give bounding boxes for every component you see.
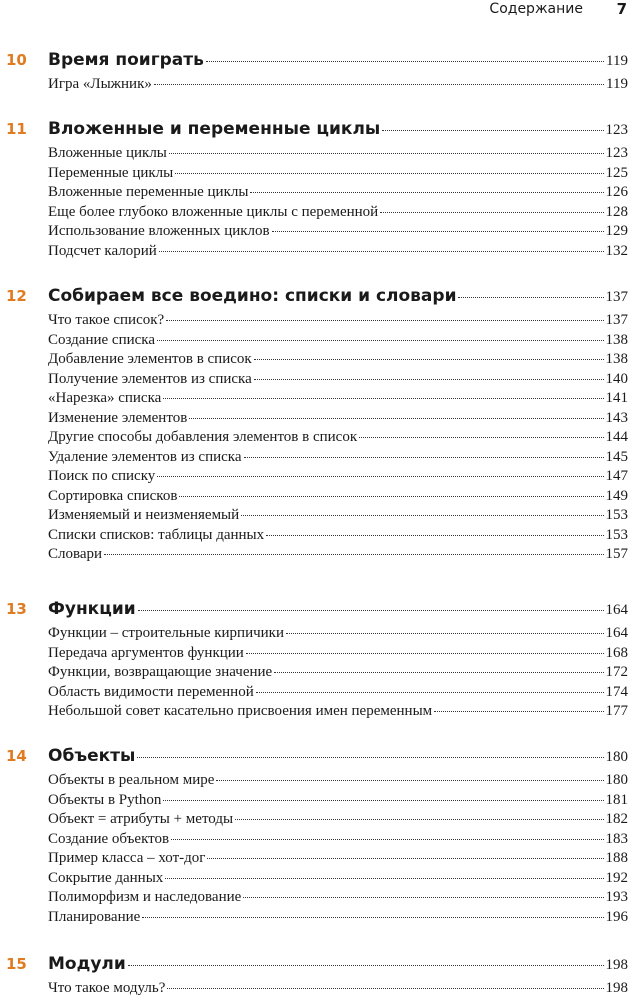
- chapter-title-row[interactable]: [48, 954, 628, 974]
- dot-leader: [128, 964, 604, 966]
- toc-entry-title: Функции, возвращающие значение: [48, 664, 273, 680]
- toc-entry-title: Что такое модуль?: [48, 980, 166, 996]
- chapter-title: Объекты: [48, 746, 136, 766]
- toc-entry-title: Что такое список?: [48, 312, 165, 328]
- toc-entry[interactable]: [48, 429, 628, 446]
- toc-entry[interactable]: [48, 909, 628, 926]
- chapter-page-number: 198: [605, 957, 628, 973]
- chapter-title: Собираем все воедино: списки и словари: [48, 286, 457, 306]
- toc-entry[interactable]: [48, 332, 628, 349]
- dot-leader: [274, 671, 603, 673]
- dot-leader: [382, 129, 603, 131]
- toc-entry[interactable]: [48, 507, 628, 524]
- chapter-page-number: 180: [605, 749, 628, 765]
- toc-entry-title: Полиморфизм и наследование: [48, 889, 242, 905]
- chapter-title: Функции: [48, 599, 136, 619]
- toc-entry-page-number: 138: [605, 331, 628, 348]
- dot-leader: [189, 417, 603, 419]
- toc-entry[interactable]: [48, 390, 628, 407]
- toc-entry[interactable]: [48, 811, 628, 828]
- toc-entry[interactable]: [48, 243, 628, 260]
- toc-entry-title: Добавление элементов в список: [48, 351, 252, 367]
- chapter-page-number: 137: [605, 289, 628, 305]
- toc-entry[interactable]: [48, 145, 628, 162]
- chapter-title: Время поиграть: [48, 50, 204, 70]
- toc-entry-page-number: 172: [605, 664, 628, 680]
- table-of-contents: 10 Время поиграть 119 Игра «Лыжник» 119 11 Вложенные и переменные циклы 123 Вложенные циклы 123 Переменные циклы 125 Вложенные переменные циклы 126 Еще более глубоко вложенные циклы с переменной 128 Использование вложенных циклов 129 Подсчет калорий 132 12 Собираем все воедино: списки и словари 137 Что такое список? 137 Создание списка 138 Добавление элементов в список 138 Получение элементов из списка 140 «Нарезка» списка 141 Изменение элементов 143 Другие способы добавления элементов в список 144 Удаление элементов из списка 145 Поиск по списку 147 Сортировка списков 149 Изменяемый и неизменяемый 153 Списки списков: таблицы данных 153 Словари 157 13 Функции 164 Функции – строительные кирпичики 164 Передача аргументов функции 168 Функции, возвращающие значение 172 Область видимости переменной 174 Небольшой совет касательно присвоения имен переменным 177 14 Объекты 180 Объекты в реальном мире 180 Объекты в Python 181 Объект = атрибуты + методы 182 Создание объектов 183 Пример класса – хот-дог 188 Сокрытие данных 192 Полиморфизм и наследование 193 Планирование 196 15 Модули 198 Что такое модуль? 198: [6, 50, 628, 996]
- toc-entry-title: Объекты в реальном мире: [48, 772, 215, 788]
- toc-entry-page-number: 147: [605, 468, 628, 484]
- toc-entry[interactable]: [48, 664, 628, 681]
- chapter-title-row[interactable]: [48, 746, 628, 766]
- toc-entry[interactable]: [48, 527, 628, 544]
- toc-entry[interactable]: [48, 371, 628, 388]
- toc-entry[interactable]: [48, 684, 628, 701]
- toc-entry-page-number: 132: [605, 242, 628, 259]
- toc-entry[interactable]: [48, 351, 628, 368]
- toc-entry-page-number: 174: [605, 683, 628, 700]
- toc-entry-page-number: 144: [605, 429, 628, 445]
- toc-entry-page-number: 126: [605, 184, 628, 200]
- dot-leader: [166, 319, 603, 321]
- toc-entry[interactable]: [48, 772, 628, 789]
- toc-entry-page-number: 157: [605, 546, 628, 562]
- dot-leader: [272, 230, 604, 232]
- dot-leader: [244, 456, 604, 458]
- dot-leader: [286, 632, 604, 634]
- chapter-title: Модули: [48, 954, 126, 974]
- toc-entry-title: Сокрытие данных: [48, 869, 164, 886]
- toc-entry-page-number: 164: [605, 625, 628, 641]
- toc-entry-page-number: 129: [605, 223, 628, 239]
- toc-entry-title: Пример класса – хот-дог: [48, 850, 206, 866]
- toc-entry-title: Создание объектов: [48, 830, 170, 847]
- dot-leader: [359, 436, 603, 438]
- running-header-title: Содержание: [489, 1, 583, 17]
- chapter-title-row[interactable]: [48, 599, 628, 619]
- toc-entry-page-number: 198: [605, 980, 628, 996]
- toc-entry-title: Еще более глубоко вложенные циклы с переменной: [48, 203, 379, 220]
- toc-entry-title: Другие способы добавления элементов в список: [48, 429, 358, 445]
- dot-leader: [179, 495, 603, 497]
- dot-leader: [157, 339, 604, 341]
- dot-leader: [142, 916, 603, 918]
- dot-leader: [235, 818, 603, 820]
- toc-entry-title: Создание списка: [48, 331, 155, 348]
- toc-entry-page-number: 177: [605, 703, 628, 719]
- dot-leader: [246, 652, 604, 654]
- toc-entry-title: Списки списков: таблицы данных: [48, 526, 265, 543]
- dot-leader: [207, 857, 603, 859]
- toc-entry[interactable]: [48, 980, 628, 997]
- toc-entry[interactable]: [48, 870, 628, 887]
- dot-leader: [254, 358, 604, 360]
- dot-leader: [256, 691, 604, 693]
- toc-entry[interactable]: [48, 204, 628, 221]
- toc-entry-title: Изменение элементов: [48, 409, 188, 426]
- toc-entry[interactable]: [48, 312, 628, 329]
- toc-entry-page-number: 140: [605, 370, 628, 387]
- dot-leader: [206, 60, 604, 62]
- toc-entry[interactable]: [48, 703, 628, 720]
- toc-entry-title: Получение элементов из списка: [48, 370, 252, 387]
- toc-entry-title: Планирование: [48, 908, 141, 925]
- dot-leader: [167, 987, 603, 989]
- dot-leader: [163, 397, 603, 399]
- dot-leader: [104, 553, 603, 555]
- dot-leader: [380, 211, 603, 213]
- toc-entry-page-number: 138: [605, 351, 628, 367]
- dot-leader: [254, 378, 604, 380]
- toc-entry-title: Словари: [48, 546, 103, 562]
- toc-entry-page-number: 153: [605, 507, 628, 523]
- toc-entry-page-number: 143: [605, 409, 628, 426]
- toc-entry-title: Объекты в Python: [48, 791, 162, 808]
- toc-entry-title: Область видимости переменной: [48, 683, 254, 700]
- dot-leader: [175, 172, 603, 174]
- toc-entry-title: Игра «Лыжник»: [48, 76, 152, 92]
- toc-entry[interactable]: [48, 184, 628, 201]
- toc-entry[interactable]: [48, 165, 628, 182]
- toc-entry-title: Небольшой совет касательно присвоения имен переменным: [48, 703, 433, 719]
- chapter-page-number: 123: [605, 122, 628, 138]
- toc-entry[interactable]: [48, 546, 628, 563]
- dot-leader: [138, 609, 604, 611]
- dot-leader: [243, 896, 603, 898]
- dot-leader: [171, 838, 603, 840]
- chapter-title: Вложенные и переменные циклы: [48, 119, 381, 139]
- toc-entry-page-number: 128: [605, 203, 628, 220]
- toc-entry-page-number: 123: [605, 145, 628, 161]
- toc-entry[interactable]: [48, 223, 628, 240]
- toc-entry-page-number: 182: [605, 811, 628, 827]
- dot-leader: [241, 514, 603, 516]
- toc-entry[interactable]: [48, 792, 628, 809]
- dot-leader: [154, 83, 604, 85]
- toc-entry[interactable]: [48, 889, 628, 906]
- toc-entry[interactable]: [48, 76, 628, 93]
- chapter-page-number: 119: [606, 53, 628, 69]
- toc-entry[interactable]: [48, 645, 628, 662]
- dot-leader: [216, 779, 603, 781]
- toc-entry-page-number: 149: [605, 487, 628, 504]
- toc-entry-title: Подсчет калорий: [48, 242, 157, 259]
- toc-entry[interactable]: [48, 831, 628, 848]
- toc-entry[interactable]: [48, 468, 628, 485]
- dot-leader: [137, 756, 603, 758]
- toc-entry[interactable]: [48, 850, 628, 867]
- toc-entry-title: Вложенные циклы: [48, 145, 167, 161]
- toc-entry-title: Вложенные переменные циклы: [48, 184, 249, 200]
- toc-entry-page-number: 137: [605, 312, 628, 328]
- toc-entry-title: Изменяемый и неизменяемый: [48, 507, 240, 523]
- dot-leader: [165, 877, 603, 879]
- page-number: 7: [616, 0, 627, 18]
- dot-leader: [434, 710, 603, 712]
- chapter-title-row[interactable]: [48, 286, 628, 306]
- toc-entry-title: Функции – строительные кирпичики: [48, 625, 284, 641]
- toc-entry-page-number: 145: [605, 448, 628, 465]
- dot-leader: [157, 475, 603, 477]
- chapter-title-row[interactable]: [48, 50, 628, 70]
- toc-entry-title: Использование вложенных циклов: [48, 223, 270, 239]
- toc-entry-title: «Нарезка» списка: [48, 390, 162, 406]
- toc-entry-page-number: 188: [605, 850, 628, 866]
- toc-entry[interactable]: [48, 410, 628, 427]
- dot-leader: [163, 799, 603, 801]
- toc-entry[interactable]: [48, 449, 628, 466]
- toc-entry-page-number: 192: [605, 869, 628, 886]
- toc-entry-title: Переменные циклы: [48, 164, 174, 181]
- toc-entry-page-number: 193: [605, 889, 628, 905]
- toc-entry-page-number: 125: [605, 164, 628, 181]
- toc-entry-page-number: 183: [605, 830, 628, 847]
- toc-entry-page-number: 196: [605, 908, 628, 925]
- toc-entry-title: Передача аргументов функции: [48, 644, 244, 661]
- toc-entry-page-number: 119: [606, 76, 628, 92]
- toc-entry-page-number: 168: [605, 644, 628, 661]
- chapter-page-number: 164: [605, 602, 628, 618]
- dot-leader: [159, 250, 604, 252]
- toc-entry-page-number: 153: [605, 526, 628, 543]
- chapter-title-row[interactable]: [48, 119, 628, 139]
- toc-entry-title: Удаление элементов из списка: [48, 448, 242, 465]
- dot-leader: [169, 152, 604, 154]
- dot-leader: [458, 296, 603, 298]
- toc-entry-page-number: 181: [605, 791, 628, 808]
- dot-leader: [266, 534, 603, 536]
- dot-leader: [250, 191, 603, 193]
- toc-entry-title: Поиск по списку: [48, 468, 156, 484]
- toc-entry-page-number: 141: [605, 390, 628, 406]
- toc-entry-page-number: 180: [605, 772, 628, 788]
- toc-entry[interactable]: [48, 625, 628, 642]
- toc-entry[interactable]: [48, 488, 628, 505]
- toc-entry-title: Сортировка списков: [48, 487, 178, 504]
- toc-entry-title: Объект = атрибуты + методы: [48, 811, 234, 827]
